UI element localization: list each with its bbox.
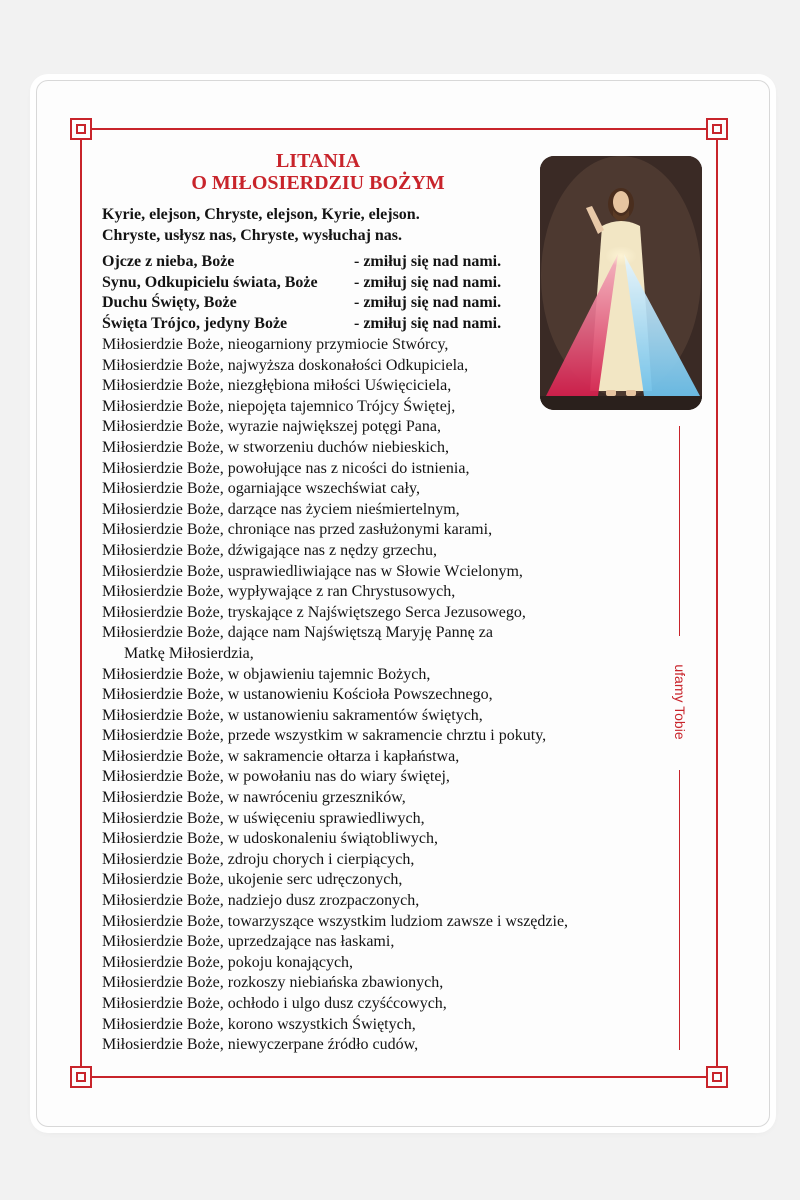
litany-line: Miłosierdzie Boże, w powołaniu nas do wiary świętej,: [102, 768, 450, 786]
litany-line: Miłosierdzie Boże, tryskające z Najświętszego Serca Jezusowego,: [102, 603, 526, 621]
litany-line: Miłosierdzie Boże, rozkoszy niebiańska zbawionych,: [102, 974, 444, 992]
litany-line: Miłosierdzie Boże, w sakramencie ołtarza i kapłaństwa,: [102, 747, 460, 765]
litany-line: Miłosierdzie Boże, wyrazie największej potęgi Pana,: [102, 418, 441, 436]
litany-line: Miłosierdzie Boże, przede wszystkim w sakramencie chrztu i pokuty,: [102, 727, 547, 745]
litany-line: Miłosierdzie Boże, chroniące nas przed zasłużonymi karami,: [102, 521, 493, 539]
litany-line: Miłosierdzie Boże, niewyczerpane źródło cudów,: [102, 1036, 419, 1054]
frame-corner-ornament: [706, 118, 728, 140]
litany-line: Miłosierdzie Boże, w stworzeniu duchów niebieskich,: [102, 438, 450, 456]
page-title-line-1: LITANIA: [275, 150, 361, 172]
frame-corner-ornament: [706, 1066, 728, 1088]
invocations-block: [102, 252, 662, 334]
litany-line: Miłosierdzie Boże, w ustanowieniu sakramentów świętych,: [102, 706, 483, 724]
side-divider-line: [679, 426, 680, 636]
invocation-row: [102, 293, 662, 314]
litany-list: [102, 335, 662, 1056]
litany-line: Miłosierdzie Boże, zdroju chorych i cierpiących,: [102, 850, 415, 868]
invocation-row: [102, 273, 662, 294]
litany-line: Miłosierdzie Boże, korono wszystkich Świętych,: [102, 1015, 416, 1033]
litany-line: Miłosierdzie Boże, ukojenie serc udręczonych,: [102, 871, 403, 889]
litany-line: Miłosierdzie Boże, nieogarniony przymiocie Stwórcy,: [102, 336, 449, 353]
intro-block: [102, 205, 662, 246]
litany-line: Miłosierdzie Boże, w udoskonaleniu świątobliwych,: [102, 830, 438, 848]
frame-corner-ornament: [70, 118, 92, 140]
invocation-row: [102, 314, 662, 335]
litany-line: Miłosierdzie Boże, wypływające z ran Chrystusowych,: [102, 583, 456, 601]
litany-line: Miłosierdzie Boże, uprzedzające nas łaskami,: [102, 933, 395, 951]
invocation-text: Synu, Odkupicielu świata, Boże: [102, 273, 318, 291]
invocation-text: Święta Trójco, jedyny Boże: [102, 314, 288, 332]
litany-line: Miłosierdzie Boże, powołujące nas z nicości do istnienia,: [102, 459, 470, 477]
litany-line: Miłosierdzie Boże, nadziejo dusz zrozpaczonych,: [102, 892, 420, 910]
litany-line: Miłosierdzie Boże, ochłodo i ulgo dusz czyśćcowych,: [102, 995, 447, 1012]
invocation-response: - zmiłuj się nad nami.: [354, 273, 502, 291]
invocation-row: [102, 252, 662, 273]
litany-line: Miłosierdzie Boże, dające nam Najświętszą Maryję Pannę za: [102, 624, 493, 642]
frame-corner-ornament: [70, 1066, 92, 1088]
litany-line: Miłosierdzie Boże, w nawróceniu grzeszników,: [102, 789, 406, 807]
litany-line: Miłosierdzie Boże, dźwigające nas z nędzy grzechu,: [102, 541, 437, 559]
litany-line: Miłosierdzie Boże, darzące nas życiem nieśmiertelnym,: [102, 500, 460, 518]
side-caption: ufamy Tobie: [672, 664, 688, 740]
invocation-response: - zmiłuj się nad nami.: [354, 314, 502, 332]
litany-line: Miłosierdzie Boże, usprawiedliwiające nas w Słowie Wcielonym,: [102, 562, 523, 580]
litany-line: Miłosierdzie Boże, pokoju konających,: [102, 953, 354, 971]
invocation-response: - zmiłuj się nad nami.: [354, 294, 502, 312]
invocation-response: - zmiłuj się nad nami.: [354, 253, 502, 270]
invocation-text: Duchu Święty, Boże: [102, 294, 237, 312]
litany-line: Miłosierdzie Boże, najwyższa doskonałości Odkupiciela,: [102, 356, 469, 374]
litany-line: Miłosierdzie Boże, w ustanowieniu Kościoła Powszechnego,: [102, 686, 493, 704]
litany-line: Miłosierdzie Boże, niepojęta tajemnico Trójcy Świętej,: [102, 397, 456, 415]
litany-line: Miłosierdzie Boże, w uświęceniu sprawiedliwych,: [102, 809, 425, 827]
litany-line: Miłosierdzie Boże, towarzyszące wszystkim ludziom zawsze i wszędzie,: [102, 912, 569, 930]
side-divider-line: [679, 770, 680, 1050]
intro-line: Chryste, usłysz nas, Chryste, wysłuchaj nas.: [102, 226, 403, 244]
page-title-line-2: O MIŁOSIERDZIU BOŻYM: [191, 172, 445, 194]
invocation-text: Ojcze z nieba, Boże: [102, 253, 235, 270]
litany-line: Miłosierdzie Boże, ogarniające wszechświat cały,: [102, 480, 420, 498]
litany-line: Miłosierdzie Boże, niezgłębiona miłości Uświęciciela,: [102, 377, 452, 395]
intro-line: Kyrie, elejson, Chryste, elejson, Kyrie, elejson.: [102, 206, 420, 223]
litany-line: Miłosierdzie Boże, w objawieniu tajemnic Bożych,: [102, 665, 431, 683]
litany-line-continuation: Matkę Miłosierdzia,: [124, 644, 254, 662]
